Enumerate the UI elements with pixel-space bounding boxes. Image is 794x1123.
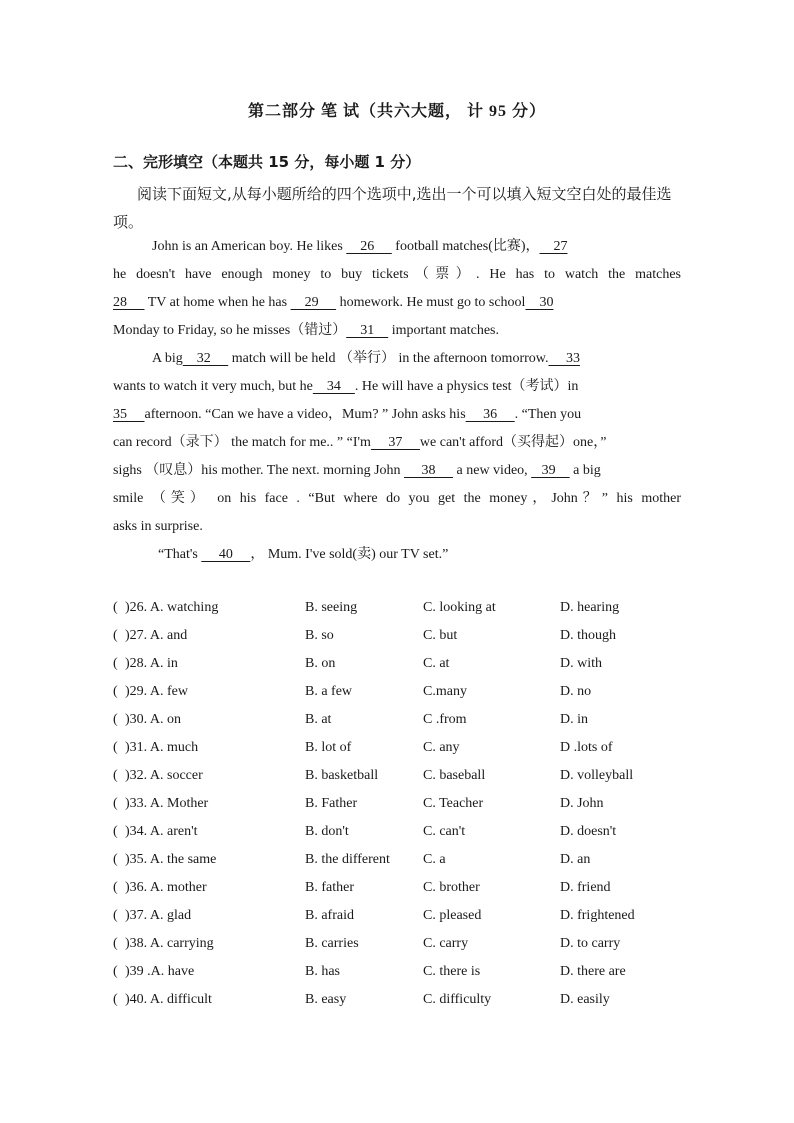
blank-27: 27 (539, 239, 568, 254)
question-option-d: D. an (560, 852, 591, 867)
answer-paren: ( (113, 964, 118, 979)
question-row (113, 625, 713, 647)
question-option-c: C. looking at (423, 600, 496, 615)
question-option-c: C. any (423, 740, 460, 755)
question-option-c: C. brother (423, 880, 480, 895)
question-row (113, 709, 713, 731)
question-option-d: D. doesn't (560, 824, 617, 839)
question-row (113, 933, 713, 955)
passage-line-7: 35 afternoon. “Can we have a video，Mum? ” John asks his 36 . “Then you (113, 407, 582, 422)
question-row (113, 849, 713, 871)
question-option-a: )30. A. on (125, 712, 181, 727)
question-option-b: B. on (305, 656, 336, 671)
answer-paren: ( (113, 712, 118, 727)
question-option-c: C. Teacher (423, 796, 484, 811)
blank-38: 38 (404, 463, 454, 478)
question-option-a: )38. A. carrying (125, 936, 214, 951)
question-row (113, 653, 713, 675)
blank-30: 30 (525, 295, 554, 310)
question-row (113, 793, 713, 815)
question-option-b: B. easy (305, 992, 347, 1007)
instructions: 阅读下面短文,从每小题所给的四个选项中,选出一个可以填入短文空白处的最佳选项。 (113, 185, 672, 231)
answer-paren: ( (113, 600, 118, 615)
question-option-b: B. don't (305, 824, 349, 839)
question-option-b: B. Father (305, 796, 358, 811)
question-row (113, 681, 713, 703)
question-option-b: B. the different (305, 852, 390, 867)
question-row (113, 821, 713, 843)
blank-40: 40 (201, 547, 251, 562)
passage-line-12: “That's 40 ， Mum. I've sold(卖) our TV set.” (158, 547, 449, 562)
question-option-d: D. hearing (560, 600, 620, 615)
question-option-a: )28. A. in (125, 656, 178, 671)
question-option-d: D. no (560, 684, 592, 699)
blank-34: 34 (312, 379, 355, 394)
passage-line-2: he doesn't have enough money to buy tickets（票）. He has to watch the matches (113, 267, 681, 282)
question-option-a: )40. A. difficult (125, 992, 212, 1007)
page-title: 第二部分 笔 试（共六大题， 计 95 分） (247, 103, 546, 120)
question-option-d: D. frightened (560, 908, 635, 923)
question-option-b: B. basketball (305, 768, 379, 783)
question-option-a: )34. A. aren't (125, 824, 198, 839)
question-option-d: D. to carry (560, 936, 621, 951)
question-option-b: B. lot of (305, 740, 352, 755)
question-option-d: D. friend (560, 880, 611, 895)
answer-paren: ( (113, 852, 118, 867)
question-option-d: D. there are (560, 964, 626, 979)
blank-31: 31 (346, 323, 389, 338)
question-option-a: )35. A. the same (125, 852, 217, 867)
question-option-d: D. John (560, 796, 604, 811)
answer-paren: ( (113, 656, 118, 671)
section-heading: 二、完形填空（本题共 15 分，每小题 1 分） (113, 153, 421, 171)
question-option-d: D .lots of (560, 740, 613, 755)
question-option-c: C. can't (423, 824, 466, 839)
answer-paren: ( (113, 936, 118, 951)
answer-paren: ( (113, 740, 118, 755)
blank-29: 29 (290, 295, 337, 310)
question-row (113, 989, 713, 1011)
question-option-a: )31. A. much (125, 740, 199, 755)
blank-26: 26 (346, 239, 392, 254)
passage-line-5: A big 32 match will be held （举行） in the afternoon tomorrow. 33 (152, 351, 580, 366)
question-option-c: C. carry (423, 936, 469, 951)
answer-paren: ( (113, 824, 118, 839)
question-option-c: C.many (423, 684, 467, 699)
blank-33: 33 (548, 351, 580, 366)
question-option-d: D. in (560, 712, 588, 727)
question-option-c: C. at (423, 656, 450, 671)
question-option-c: C. baseball (423, 768, 486, 783)
question-row (113, 737, 713, 759)
question-row (113, 765, 713, 787)
passage-line-11: asks in surprise. (113, 519, 203, 534)
question-option-a: )27. A. and (125, 628, 188, 643)
answer-paren: ( (113, 796, 118, 811)
question-option-b: B. seeing (305, 600, 358, 615)
question-option-d: D. easily (560, 992, 610, 1007)
passage-line-6: wants to watch it very much, but he 34 . He will have a physics test（考试）in (113, 379, 579, 394)
question-option-a: )26. A. watching (125, 600, 219, 615)
question-option-b: B. a few (305, 684, 353, 699)
question-option-b: B. has (305, 964, 340, 979)
question-option-a: )39 .A. have (125, 964, 195, 979)
question-option-d: D. though (560, 628, 616, 643)
answer-paren: ( (113, 684, 118, 699)
question-option-d: D. volleyball (560, 768, 634, 783)
blank-32: 32 (182, 351, 229, 366)
blank-36: 36 (465, 407, 515, 422)
question-row (113, 597, 713, 619)
question-option-c: C. difficulty (423, 992, 492, 1007)
question-row (113, 961, 713, 983)
blank-39: 39 (531, 463, 570, 478)
question-option-b: B. at (305, 712, 332, 727)
passage-line-10: smile （笑） on his face . “But where do you get the money，John？” his mother (113, 491, 681, 506)
question-option-a: )29. A. few (125, 684, 188, 699)
passage-line-1: John is an American boy. He likes 26 football matches(比赛)， 27 (152, 239, 568, 254)
answer-paren: ( (113, 768, 118, 783)
question-option-a: )32. A. soccer (125, 768, 203, 783)
question-option-b: B. afraid (305, 908, 354, 923)
passage-line-9: sighs （叹息）his mother. The next. morning John 38 a new video, 39 a big (113, 463, 601, 478)
answer-paren: ( (113, 628, 118, 643)
blank-35: 35 (113, 407, 145, 422)
question-option-a: )33. A. Mother (125, 796, 209, 811)
passage-line-3: 28 TV at home when he has 29 homework. He must go to school 30 (113, 295, 554, 310)
question-option-c: C. pleased (423, 908, 482, 923)
question-option-c: C. a (423, 852, 446, 867)
question-option-a: )37. A. glad (125, 908, 192, 923)
question-option-b: B. carries (305, 936, 359, 951)
question-row (113, 877, 713, 899)
question-option-c: C. but (423, 628, 458, 643)
answer-paren: ( (113, 992, 118, 1007)
blank-37: 37 (370, 435, 420, 450)
blank-28: 28 (113, 295, 145, 310)
question-row (113, 905, 713, 927)
question-option-b: B. so (305, 628, 334, 643)
question-option-c: C. there is (423, 964, 481, 979)
answer-paren: ( (113, 880, 118, 895)
question-option-d: D. with (560, 656, 602, 671)
passage-line-4: Monday to Friday, so he misses（错过） 31 important matches. (113, 323, 500, 338)
question-option-a: )36. A. mother (125, 880, 207, 895)
question-option-b: B. father (305, 880, 354, 895)
passage-line-8: can record（录下） the match for me.. ” “I'm 37 we can't afford（买得起）one，” (113, 435, 607, 450)
question-option-c: C .from (423, 712, 467, 727)
answer-paren: ( (113, 908, 118, 923)
